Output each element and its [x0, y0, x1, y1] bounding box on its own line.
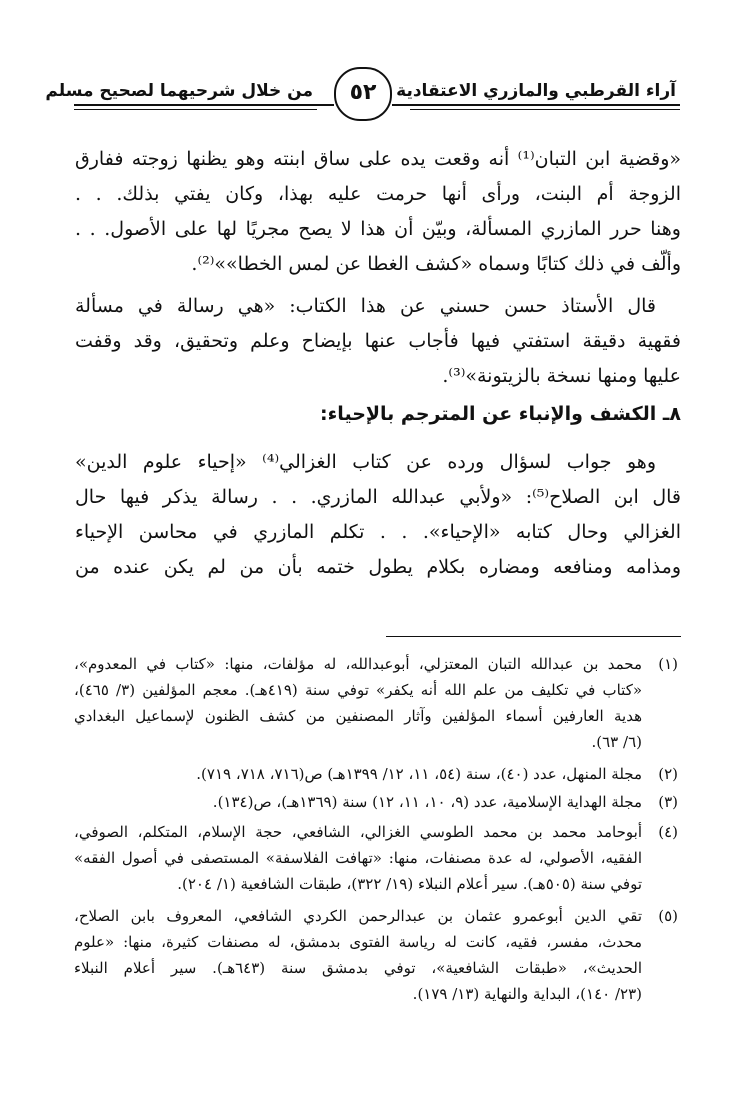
- footnote-number: (٤): [658, 823, 678, 841]
- footnote-line: (٦/ ٦٣).: [591, 733, 642, 751]
- body-line: وهو جواب لسؤال ورده عن كتاب الغزالي⁽⁴⁾ «إحياء علوم الدين»: [75, 451, 656, 473]
- footnote-line: الفقيه، الأصولي، له عدة مصنفات، منها: «تهافت الفلاسفة» المستصفى في أصول الفقه»: [74, 849, 642, 867]
- footnote-line: مجلة الهداية الإسلامية، عدد (٩، ١٠، ١١، ١٢) سنة (١٣٦٩هـ)، ص(١٣٤).: [212, 793, 642, 811]
- body-line: «وقضية ابن التبان⁽¹⁾ أنه وقعت يده على ساق ابنته وهو يظنها زوجته ففارق: [75, 148, 682, 170]
- body-line: وهنا حرر المازري المسألة، وبيّن أن هذا لا يصح مجريًا لها على الأصول. . .: [75, 218, 681, 240]
- body-line: الغزالي وحال كتابه «الإحياء». . . تكلم المازري في محاسن الإحياء: [75, 521, 681, 543]
- footnote-separator: [386, 636, 681, 637]
- footnote-line: توفي سنة (٥٠٥هـ). سير أعلام النبلاء (١٩/ ٣٢٢)، طبقات الشافعية (١/ ٢٠٤).: [177, 875, 642, 893]
- header-rule-connector-right: [392, 104, 410, 106]
- body-line: الزوجة أم البنت، ورأى أنها حرمت عليه بهذا، وكان يفتي بذلك. . .: [75, 183, 681, 205]
- header-rule-right-thick: [410, 104, 680, 106]
- running-head-subtitle: من خلال شرحيهما لصحيح مسلم: [45, 81, 313, 101]
- footnote-line: مجلة المنهل، عدد (٤٠)، سنة (٥٤، ١١، ١٢/ ١٣٩٩هـ) ص(٧١٦، ٧١٨، ٧١٩).: [196, 765, 642, 783]
- body-line: عليها ومنها نسخة بالزيتونة»⁽³⁾.: [442, 365, 681, 387]
- footnote-line: «كتاب في تكليف من علم الله أنه يكفر» توفي سنة (٤١٩هـ). معجم المؤلفين (٣/ ٤٦٥)،: [74, 681, 643, 699]
- page-number-badge: ٥٢: [334, 67, 392, 121]
- footnote-line: (٢٣/ ١٤٠)، البداية والنهاية (١٣/ ١٧٩).: [412, 985, 642, 1003]
- footnote-line: محدث، مفسر، فقيه، كانت له رياسة الفتوى بدمشق، له مصنفات كثيرة، منها: «علوم: [74, 933, 642, 951]
- body-line: قال الأستاذ حسن حسني عن هذا الكتاب: «هي رسالة في مسألة: [75, 295, 656, 317]
- body-line: وألّف في ذلك كتابًا وسماه «كشف الغطا عن لمس الخطا»»⁽²⁾.: [191, 253, 681, 275]
- footnote-line: محمد بن عبدالله التبان المعتزلي، أبوعبدالله، له مؤلفات، منها: «كتاب في المعدوم»،: [74, 655, 642, 673]
- footnote-number: (٥): [658, 907, 678, 925]
- header-rule-connector-left: [317, 104, 334, 106]
- header-rule-left-thick: [74, 104, 317, 106]
- section-heading: ٨ـ الكشف والإنباء عن المترجم بالإحياء:: [320, 403, 681, 425]
- footnote-number: (٢): [658, 765, 678, 783]
- footnote-number: (١): [658, 655, 678, 673]
- body-line: ومذامه ومنافعه ومضاره بكلام يطول ختمه بأن من لم يكن عنده من: [75, 556, 681, 578]
- running-head-book-title: آراء القرطبي والمازري الاعتقادية: [396, 81, 676, 101]
- footnote-line: تقي الدين أبوعمرو عثمان بن عبدالرحمن الكردي الشافعي، المعروف بابن الصلاح،: [74, 907, 642, 925]
- header-rule-right-thin: [410, 109, 680, 110]
- footnote-line: أبوحامد محمد بن محمد الطوسي الغزالي، الشافعي، حجة الإسلام، المتكلم، الصوفي،: [74, 823, 642, 841]
- footnote-line: هدية العارفين أسماء المؤلفين وآثار المصنفين من كشف الظنون لإسماعيل البغدادي: [74, 707, 642, 725]
- footnote-line: الحديث»، «طبقات الشافعية»، توفي بدمشق سنة (٦٤٣هـ). سير أعلام النبلاء: [74, 959, 642, 977]
- body-line: قال ابن الصلاح⁽⁵⁾: «ولأبي عبدالله المازري. . . رسالة يذكر فيها حال: [75, 486, 681, 508]
- footnote-number: (٣): [658, 793, 678, 811]
- header-rule-left-thin: [74, 109, 317, 110]
- body-line: فقهية دقيقة استفتي فيها فأجاب عنها بإيضاح وعلم وتحقيق، وقد وقفت: [75, 330, 681, 352]
